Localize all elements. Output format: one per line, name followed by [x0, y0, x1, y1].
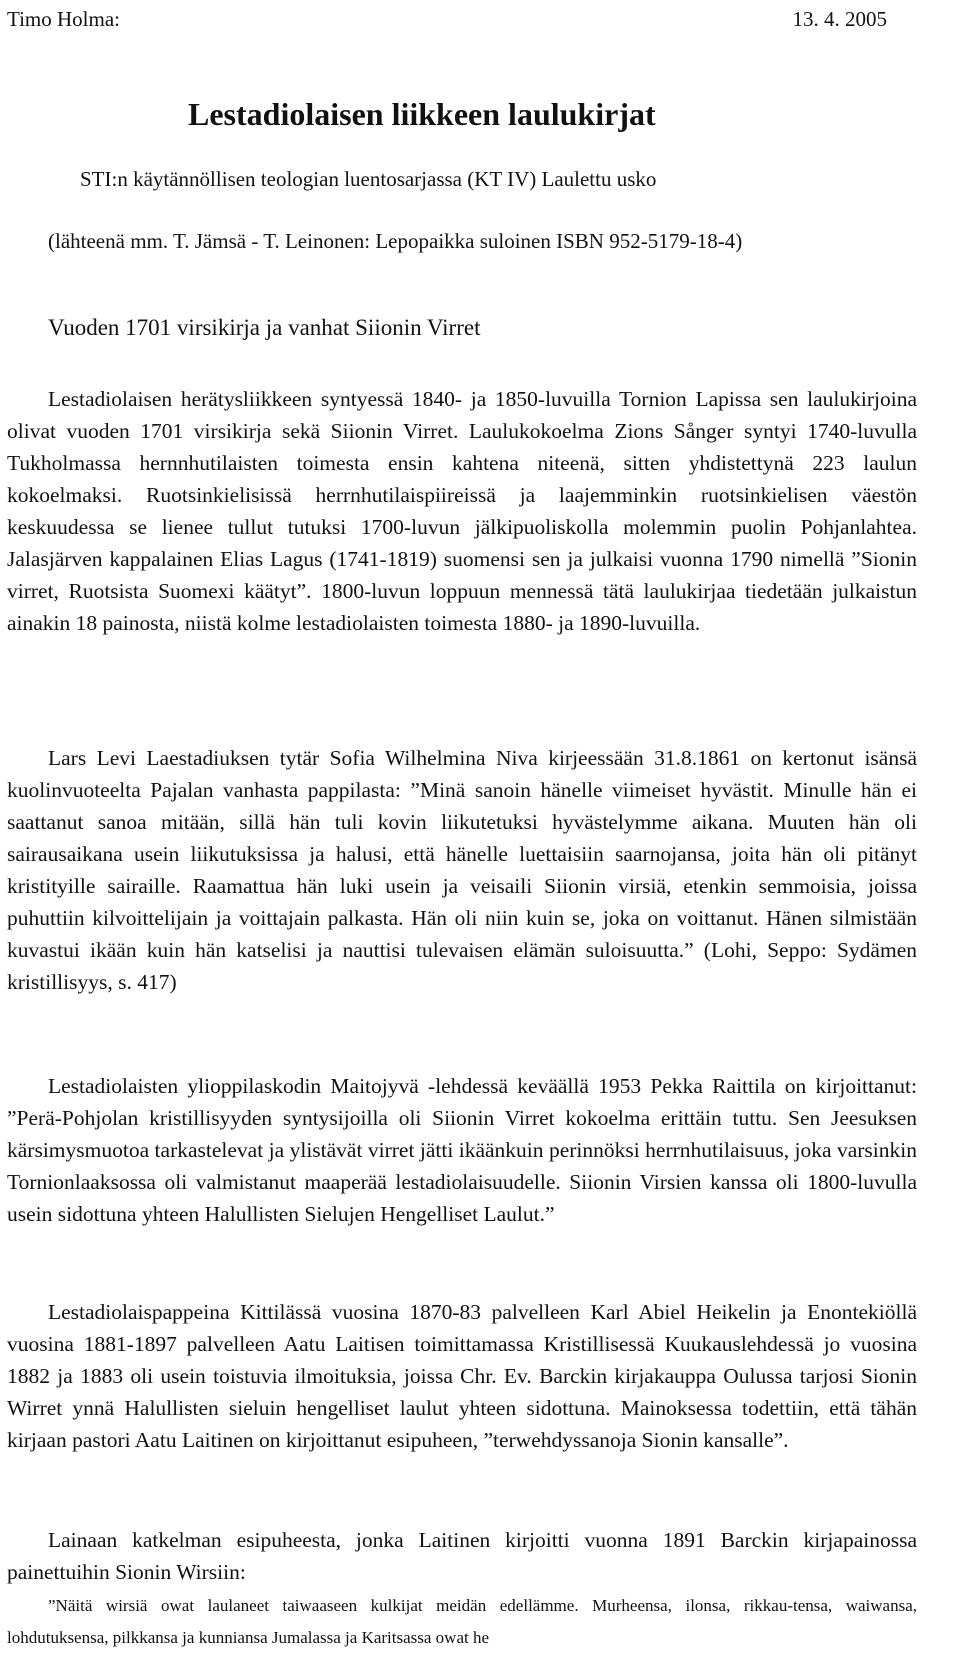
- paragraph-2: Lars Levi Laestadiuksen tytär Sofia Wilhelmina Niva kirjeessään 31.8.1861 on kertonut isänsä kuolinvuoteelta Pajalan vanhasta pappilasta: ”Minä sanoin hänelle viimeiset hyvästit. Minulle hän ei saattanut sanoa mitään, sillä hän tuli kovin liikutetuksi hyvästelymme aikana. Muuten hän oli sairausaikana usein liikutuksissa ja halusi, että hänelle luettaisiin saarnojansa, joita hän oli pitänyt kristityille sairaille. Raamattua hän luki usein ja veisaili Siionin virsiä, etenkin semmoisia, joissa puhuttiin kilvoittelijain ja voittajain palkasta. Hän oli niin kuin se, joka on voittanut. Hänen silmistään kuvastui ikään kuin hän katselisi ja nauttisi tulevaisen elämän suloisuutta.” (Lohi, Seppo: Sydämen kristillisyys, s. 417): [7, 746, 917, 994]
- paragraph-1: Lestadiolaisen herätysliikkeen syntyessä 1840- ja 1850-luvuilla Tornion Lapissa sen laulukirjoina olivat vuoden 1701 virsikirja sekä Siionin Virret. Laulukokoelma Zions Sånger syntyi 1740-luvulla Tukholmassa hernnhutilaisten toimesta ensin kahtena niteenä, sitten yhdistettynä 223 laulun kokoelmaksi. Ruotsinkielisissä herrnhutilaispiireissä ja laajemminkin ruotsinkielisen väestön keskuudessa se lienee tullut tutuksi 1700-luvun jälkipuoliskolla molemmin puolin Pohjanlahtea. Jalasjärven kappalainen Elias Lagus (1741-1819) suomensi sen ja julkaisi vuonna 1790 nimellä ”Sionin virret, Ruotsista Suomexi käätyt”. 1800-luvun loppuun mennessä tätä laulukirjaa tiedetään julkaistun ainakin 18 painosta, niistä kolme lestadiolaisten toimesta 1880- ja 1890-luvuilla.: [7, 387, 917, 635]
- document-title: Lestadiolaisen liikkeen laulukirjat: [188, 96, 656, 132]
- header-date: 13. 4. 2005: [792, 7, 887, 31]
- paragraph-3: Lestadiolaisten ylioppilaskodin Maitojyvä -lehdessä keväällä 1953 Pekka Raittila on kirjoittanut: ”Perä-Pohjolan kristillisyyden syntysijoilla oli Siionin Virret kokoelma erittäin tuttu. Sen Jeesuksen kärsimysmuotoa tarkastelevat ja ylistävät virret jätti ikäänkuin perinnöksi herrnhutilaisuus, joka varsinkin Tornionlaaksossa oli valmistanut maaperää lestadiolaisuudelle. Siionin Virsien kanssa oli 1800-luvulla usein sidottuna yhteen Halullisten Sielujen Hengelliset Laulut.”: [7, 1074, 917, 1226]
- section-heading: Vuoden 1701 virsikirja ja vanhat Siionin Virret: [48, 315, 481, 340]
- subtitle-line-2: (lähteenä mm. T. Jämsä - T. Leinonen: Lepopaikka suloinen ISBN 952-5179-18-4): [48, 229, 743, 253]
- block-quote: ”Näitä wirsiä owat laulaneet taiwaaseen kulkijat meidän edellämme. Murheensa, ilonsa, rikkau-tensa, waiwansa, lohdutuksensa, pilkkansa ja kunniansa Jumalassa ja Karitsassa owat he: [7, 1596, 917, 1647]
- paragraph-4: Lestadiolaispappeina Kittilässä vuosina 1870-83 palvelleen Karl Abiel Heikelin ja Enontekiöllä vuosina 1881-1897 palvelleen Aatu Laitisen toimittamassa Kristillisessä Kuukauslehdessä jo vuosina 1882 ja 1883 oli usein toistuvia ilmoituksia, joissa Chr. Ev. Barckin kirjakauppa Oulussa tarjosi Sionin Wirret ynnä Halullisten sieluin hengelliset laulut yhteen sidottuna. Mainoksessa todettiin, että tähän kirjaan pastori Aatu Laitinen on kirjoittanut esipuheen, ”terwehdyssanoja Sionin kansalle”.: [7, 1300, 917, 1452]
- page-header: [7, 4, 887, 34]
- subtitle-line-1: STI:n käytännöllisen teologian luentosarjassa (KT IV) Laulettu usko: [80, 167, 657, 191]
- header-author: Timo Holma:: [7, 7, 120, 31]
- paragraph-5: Lainaan katkelman esipuheesta, jonka Laitinen kirjoitti vuonna 1891 Barckin kirjapainossa painettuihin Sionin Wirsiin:: [7, 1528, 917, 1584]
